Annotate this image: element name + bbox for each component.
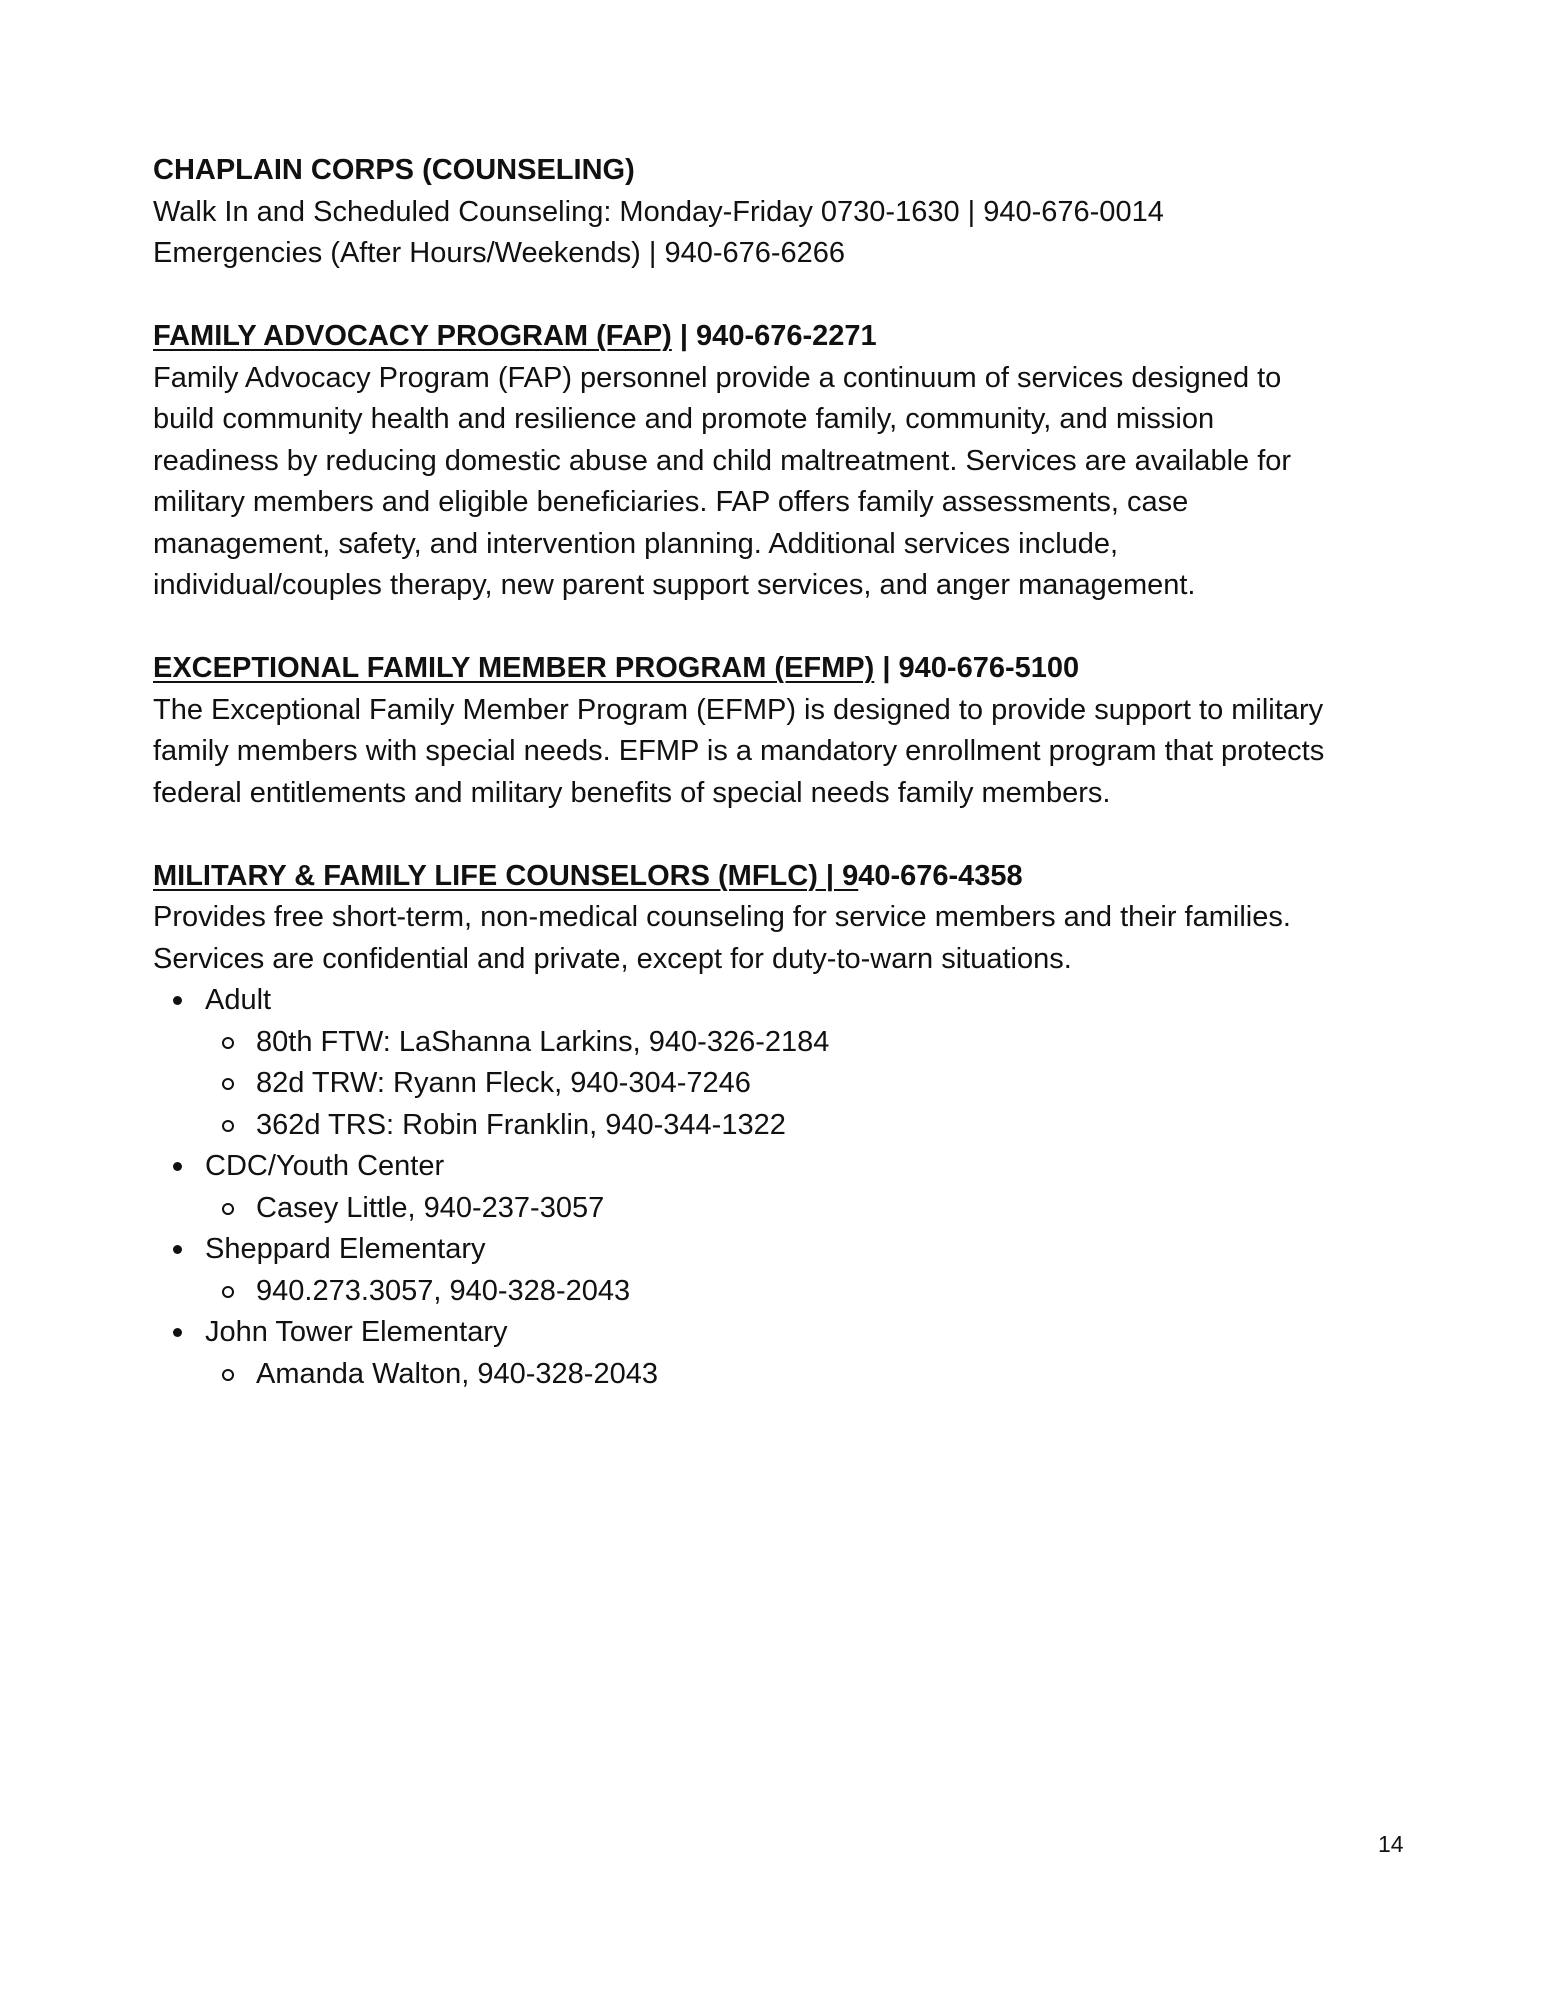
list-item: CDC/Youth Center [153,1146,1393,1188]
mflc-text-line: Provides free short-term, non-medical counseling for service members and their families. [153,901,1291,933]
efmp-heading-link[interactable]: EXCEPTIONAL FAMILY MEMBER PROGRAM (EFMP) [153,652,875,684]
list-item: Sheppard Elementary [153,1229,1393,1271]
page-number: 14 [1378,1831,1404,1857]
chaplain-section [153,150,1393,275]
fap-heading-link[interactable]: FAMILY ADVOCACY PROGRAM (FAP) [153,320,672,352]
circle-bullet-icon [222,1286,234,1298]
circle-bullet-icon [222,1037,234,1049]
fap-text-line: readiness by reducing domestic abuse and child maltreatment. Services are available for [153,444,1292,477]
mflc-contact-list [153,980,1393,1395]
efmp-text-line: federal entitlements and military benefits of special needs family members. [153,776,1111,809]
fap-heading-phone: | 940-676-2271 [671,320,877,352]
list-item: John Tower Elementary [153,1312,1393,1354]
circle-bullet-icon [222,1369,234,1381]
sub-list-item: 362d TRS: Robin Franklin, 940-344-1322 [153,1105,1393,1147]
document-page [153,150,1393,1395]
bullet-icon [173,1245,182,1254]
mflc-text-line: Services are confidential and private, except for duty-to-warn situations. [153,942,1072,975]
efmp-text-line: The Exceptional Family Member Program (EFMP) is designed to provide support to military [153,693,1324,726]
fap-section [153,316,1393,607]
efmp-text-line: family members with special needs. EFMP is a mandatory enrollment program that protects [153,735,1325,767]
bullet-icon [173,1328,182,1337]
fap-text-line: military members and eligible beneficiaries. FAP offers family assessments, case [153,486,1189,518]
efmp-section [153,648,1393,814]
efmp-heading [153,648,1393,690]
fap-text-line: management, safety, and intervention planning. Additional services include, [153,527,1119,560]
circle-bullet-icon [222,1203,234,1215]
bullet-icon [173,996,182,1005]
chaplain-heading: CHAPLAIN CORPS (COUNSELING) [153,154,635,186]
mflc-heading-phone: 40-676-4358 [858,859,1023,892]
circle-bullet-icon [222,1078,234,1090]
sub-list-item: 940.273.3057, 940-328-2043 [153,1271,1393,1313]
mflc-section [153,856,1393,1396]
list-item: Adult [153,980,1393,1022]
mflc-heading-link[interactable]: MILITARY & FAMILY LIFE COUNSELORS (MFLC) | 9 [153,859,859,892]
sub-list-item: 80th FTW: LaShanna Larkins, 940-326-2184 [153,1022,1393,1064]
fap-text-line: build community health and resilience and promote family, community, and mission [153,403,1215,435]
sub-list-item: 82d TRW: Ryann Fleck, 940-304-7246 [153,1063,1393,1105]
chaplain-hours-line: Walk In and Scheduled Counseling: Monday-Friday 0730-1630 | 940-676-0014 [153,195,1164,228]
sub-list-item: Amanda Walton, 940-328-2043 [153,1354,1393,1396]
fap-text-line: Family Advocacy Program (FAP) personnel provide a continuum of services designed to [153,361,1282,394]
efmp-heading-phone: | 940-676-5100 [874,652,1080,684]
mflc-heading [153,856,1393,898]
fap-text-line: individual/couples therapy, new parent support services, and anger management. [153,569,1196,601]
bullet-icon [173,1162,182,1171]
chaplain-emergency-line: Emergencies (After Hours/Weekends) | 940-676-6266 [153,237,846,269]
circle-bullet-icon [222,1120,234,1132]
sub-list-item: Casey Little, 940-237-3057 [153,1188,1393,1230]
fap-heading [153,316,1393,358]
